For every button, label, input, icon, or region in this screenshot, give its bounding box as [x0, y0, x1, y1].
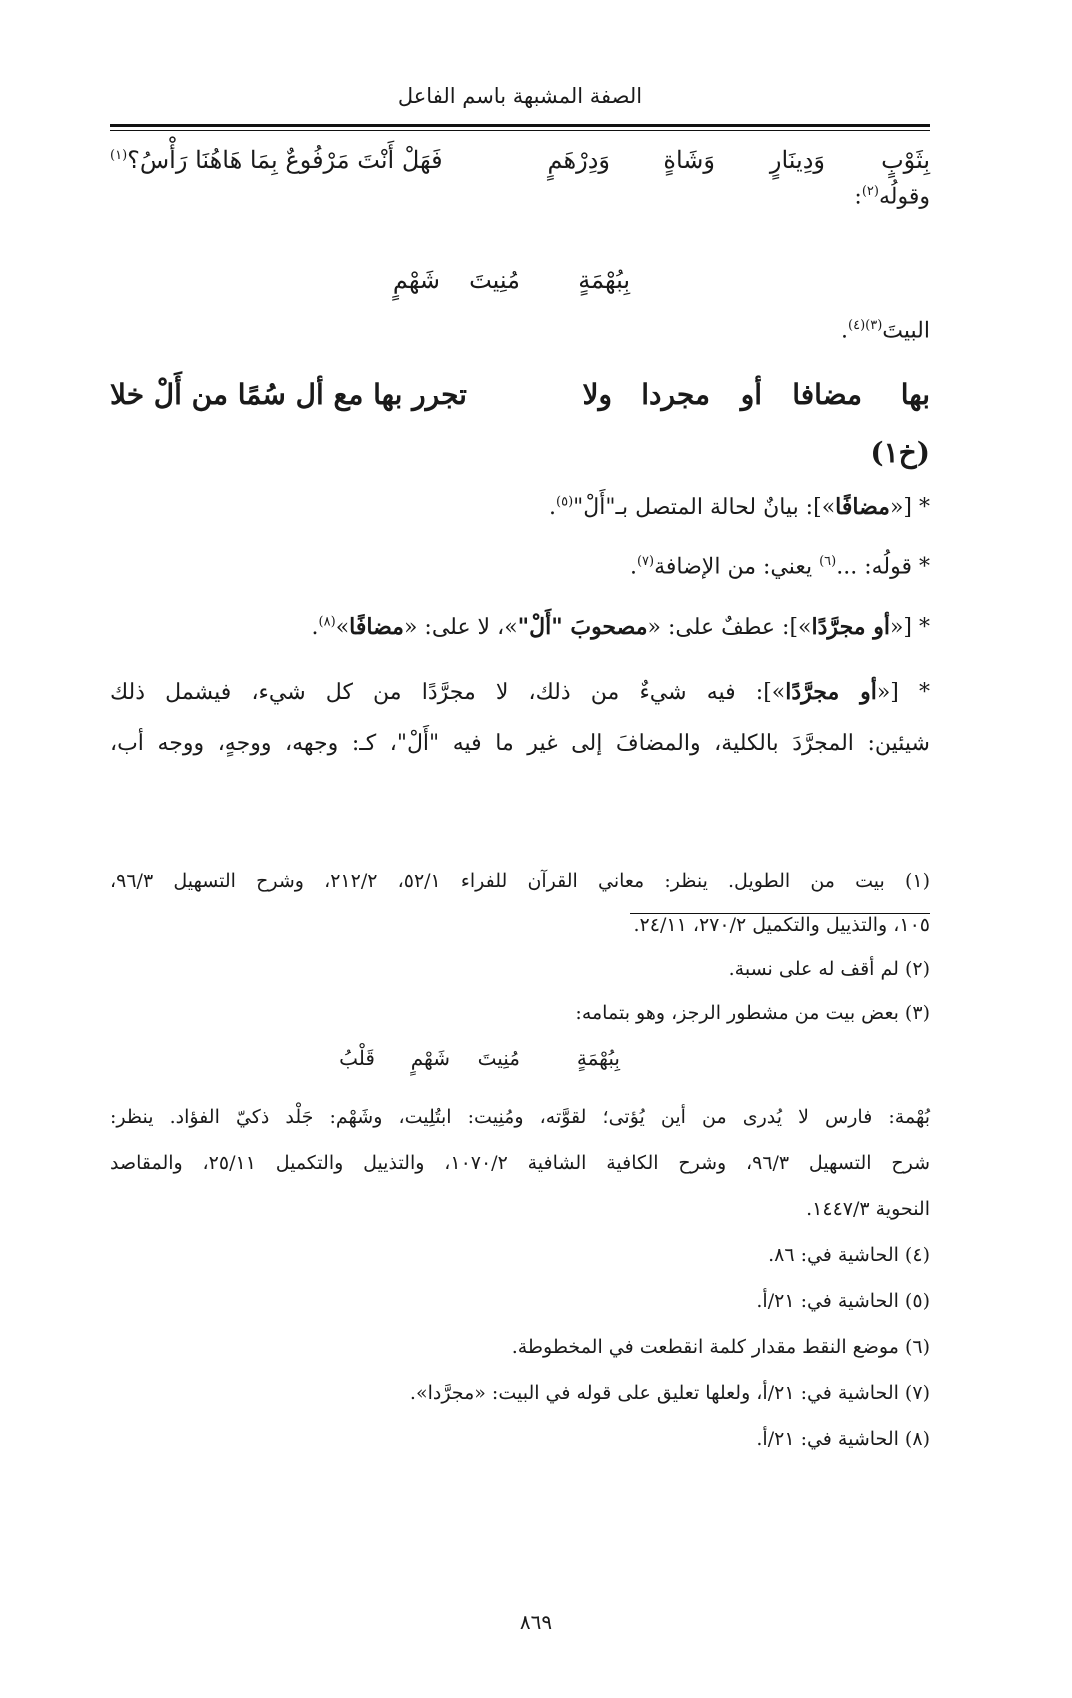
gloss-line-2: شرح التسهيل ٩٦/٣، وشرح الكافية الشافية ١٠٧٠/٢، والتذييل والتكميل ٢٥/١١، والمقاصد	[110, 1152, 931, 1174]
note-4-line-1	[110, 668, 930, 717]
note-tail: .	[549, 495, 557, 520]
bracket: »]	[813, 495, 836, 520]
footnote-verse-word: مُنِيتَ	[477, 1046, 520, 1070]
verse-2-word: مُنِيتَ	[469, 266, 520, 294]
gloss-line-1: بُهْمة: فارس لا يُدرى من أين يُؤتى؛ لقوَّته، ومُنِيت: ابتُلِيت، وشَهْم: جَلْد ذكيّ الفؤاد. ينظر:	[110, 1106, 930, 1128]
verse-1-word: وَدِرْهَمٍ	[547, 146, 610, 174]
note-bullet: *	[919, 554, 930, 580]
footnote-6: (٦) موضع النقط مقدار كلمة انقطعت في المخطوطة.	[511, 1336, 930, 1358]
main-verse-word: ولا	[582, 378, 612, 411]
footnote-ref: (١)	[110, 148, 128, 163]
header-rule-thin	[110, 130, 930, 131]
main-verse-word: بها	[900, 378, 930, 411]
note-text: »، لا على: «	[403, 615, 518, 640]
verse-1-word: وَشَاةٍ	[663, 146, 715, 174]
verse-1-word: بِثَوْبٍ	[881, 146, 930, 174]
footnote-ref: (٧)	[636, 554, 655, 569]
footnote-ref: (٦)	[819, 554, 837, 569]
note-keyword: أو مجرَّدًا	[785, 679, 877, 705]
page-number: ٨٦٩	[519, 1610, 553, 1634]
note-keyword: مضافًا	[349, 614, 404, 640]
bracket: [«	[889, 615, 912, 640]
verse-2	[110, 266, 930, 300]
note-2	[630, 554, 930, 579]
note-4-line-2: شيئين: المجرَّدَ بالكلية، والمضافَ إلى غير ما فيه "أَلْ"، كـ: وجهه، ووجهٍ، ووجه أب،	[110, 731, 930, 756]
footnote-3-verse	[110, 1046, 930, 1076]
verse-1-word: وَدِينَارٍ	[769, 146, 825, 174]
albayt-text: البيتَ	[882, 318, 930, 344]
footnote-verse-word: بِبُهْمَةٍ	[576, 1046, 620, 1070]
footnote-ref: (٣)(٤)	[848, 318, 883, 333]
note-text: يعني: من الإضافة	[654, 554, 820, 580]
verse-1-left-text: فَهَلْ أَنْتَ مَرْفُوعٌ بِمَا هَاهُنَا رَأْسُ؟	[127, 146, 443, 174]
running-header: الصفة المشبهة باسم الفاعل	[397, 84, 643, 108]
footnote-1-line-2: ١٠٥، والتذييل والتكميل ٢٧٠/٢، ٢٤/١١.	[633, 914, 930, 936]
note-1	[549, 494, 930, 520]
qawluh-line	[854, 184, 930, 209]
verse-1	[110, 146, 930, 180]
note-bullet: *	[919, 495, 930, 520]
bracket: [«	[889, 495, 912, 520]
qawluh-text: وقولُه	[878, 184, 930, 210]
bracket: »]	[763, 680, 786, 705]
note-text: : عطفٌ على: «	[647, 615, 790, 640]
note-keyword: أو مجرَّدًا	[811, 614, 890, 640]
note-text: : فيه شيءٌ من ذلك، لا مجرَّدًا من كل شيء، فيشمل ذلك	[110, 680, 764, 705]
footnote-ref: (٥)	[556, 494, 574, 510]
footnote-1-line-1: (١) بيت من الطويل. ينظر: معاني القرآن للفراء ٥٢/١، ٢١٢/٢، وشرح التسهيل ٩٦/٣،	[110, 870, 931, 892]
footnote-4: (٤) الحاشية في: ٨٦.	[768, 1244, 930, 1266]
albayt-tail: .	[841, 318, 849, 344]
verse-1-second-hemistich	[110, 146, 443, 174]
main-verse	[110, 378, 930, 422]
note-keyword: مضافًا	[835, 494, 890, 520]
main-verse-second-hemistich: تجرر بها مع أل سُمًا من أَلْ خلا	[110, 378, 467, 411]
header-rule-thick	[110, 124, 930, 127]
footnote-ref: (٢)	[861, 184, 879, 199]
footnote-verse-word: شَهْمٍ	[410, 1046, 450, 1070]
manuscript-tag: (خ١)	[870, 436, 930, 469]
note-tail: .	[629, 554, 637, 580]
main-verse-word: مضافا	[792, 378, 862, 411]
note-bullet: *	[919, 680, 930, 705]
note-text: قولُه: ...	[836, 554, 912, 580]
main-verse-word: أو	[740, 378, 762, 411]
bracket: [«	[876, 680, 899, 705]
footnote-7: (٧) الحاشية في: ٢١/أ، ولعلها تعليق على قوله في البيت: «مجرَّدا».	[409, 1382, 930, 1404]
footnote-8: (٨) الحاشية في: ٢١/أ.	[756, 1428, 930, 1450]
note-keyword: مصحوبَ "أَلْ"	[517, 614, 648, 640]
footnote-2: (٢) لم أقف له على نسبة.	[728, 958, 930, 980]
qawluh-tail: :	[854, 184, 862, 210]
footnote-verse-word: قَلْبُ	[339, 1046, 375, 1070]
note-tail: .	[311, 615, 319, 640]
gloss-line-3: النحوية ١٤٤٧/٣.	[806, 1198, 930, 1220]
bracket: »	[335, 615, 350, 640]
bracket: »]	[789, 615, 812, 640]
note-3	[312, 614, 930, 640]
note-text: : بيانٌ لحالة المتصل بـ"أَلْ"	[573, 495, 814, 520]
main-verse-word: مجردا	[641, 378, 710, 411]
albayt-line	[841, 318, 930, 343]
footnote-5: (٥) الحاشية في: ٢١/أ.	[756, 1290, 930, 1312]
footnote-3: (٣) بعض بيت من مشطور الرجز، وهو بتمامه:	[575, 1002, 930, 1024]
verse-2-word: شَهْمٍ	[392, 266, 440, 294]
verse-2-word: بِبُهْمَةٍ	[578, 266, 630, 294]
footnote-ref: (٨)	[318, 614, 336, 630]
note-bullet: *	[919, 615, 930, 640]
